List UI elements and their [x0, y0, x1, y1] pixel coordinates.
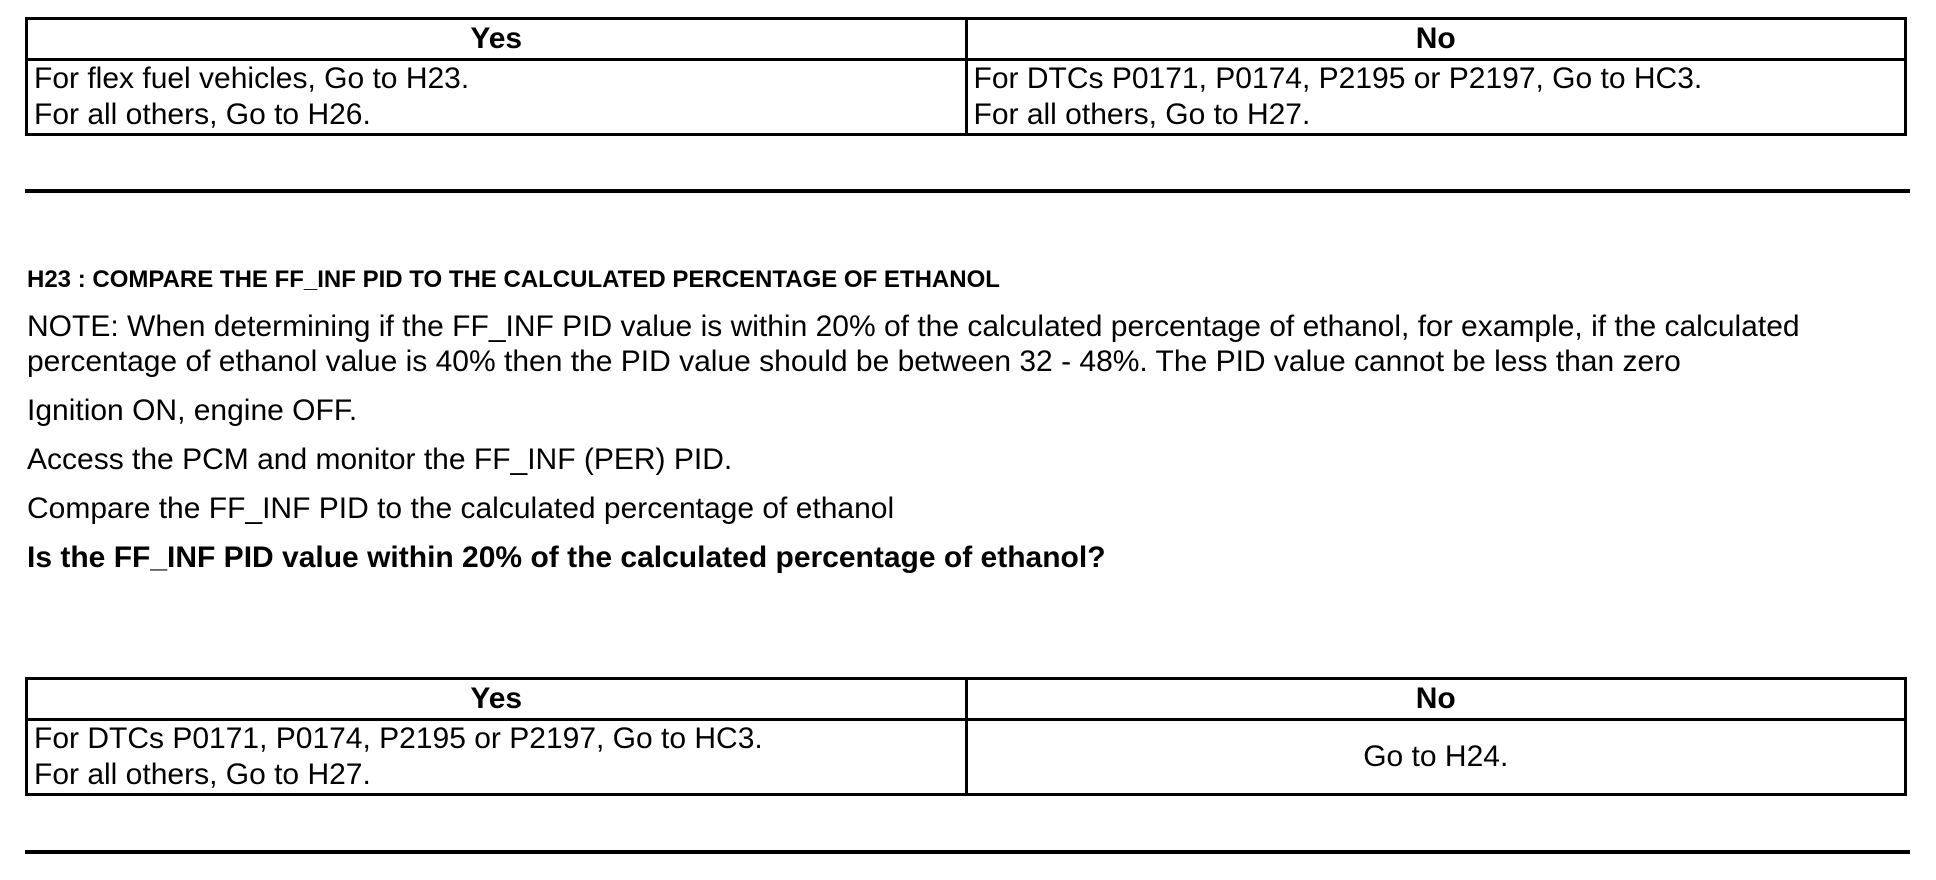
- yes-link-others-h27[interactable]: For all others, Go to H27.: [34, 758, 371, 791]
- no-link-others-h27[interactable]: For all others, Go to H27.: [973, 98, 1311, 131]
- no-link-h24[interactable]: Go to H24.: [1363, 740, 1509, 773]
- table-header-row: [27, 19, 1906, 60]
- table-row: [27, 720, 1906, 795]
- table-header-row: [27, 679, 1906, 720]
- no-column-header: No: [966, 679, 1906, 720]
- instruction-compare: Compare the FF_INF PID to the calculated percentage of ethanol: [27, 492, 895, 525]
- no-cell: [966, 720, 1906, 795]
- no-link-dtcs-hc3[interactable]: For DTCs P0171, P0174, P2195 or P2197, Go to HC3.: [973, 62, 1703, 95]
- yes-link-flex-fuel-h23[interactable]: For flex fuel vehicles, Go to H23.: [34, 62, 470, 95]
- yes-column-header: Yes: [27, 679, 967, 720]
- yes-cell: [27, 720, 967, 795]
- step-question: Is the FF_INF PID value within 20% of the calculated percentage of ethanol?: [27, 541, 1106, 574]
- decision-table-bottom: [25, 677, 1907, 796]
- yes-link-others-h26[interactable]: For all others, Go to H26.: [34, 98, 371, 131]
- table-row: [27, 60, 1906, 135]
- section-divider: [25, 189, 1910, 193]
- instruction-ignition: Ignition ON, engine OFF.: [27, 394, 358, 427]
- yes-cell: [27, 60, 967, 135]
- step-note: NOTE: When determining if the FF_INF PID value is within 20% of the calculated percentage of ethanol, for example, if the calculated percentage of ethanol value is 40% then the PID value should be between 32 - 48%. The PID value cannot be less than zero: [27, 310, 1800, 378]
- instruction-access-pcm: Access the PCM and monitor the FF_INF (PER) PID.: [27, 443, 733, 476]
- section-divider: [25, 850, 1910, 854]
- step-title: H23 : COMPARE THE FF_INF PID TO THE CALCULATED PERCENTAGE OF ETHANOL: [27, 266, 1000, 293]
- no-column-header: No: [966, 19, 1906, 60]
- step-h23: [27, 265, 1907, 575]
- decision-table-top: [25, 17, 1907, 136]
- yes-link-dtcs-hc3[interactable]: For DTCs P0171, P0174, P2195 or P2197, Go to HC3.: [34, 722, 763, 755]
- yes-column-header: Yes: [27, 19, 967, 60]
- no-cell: [966, 60, 1906, 135]
